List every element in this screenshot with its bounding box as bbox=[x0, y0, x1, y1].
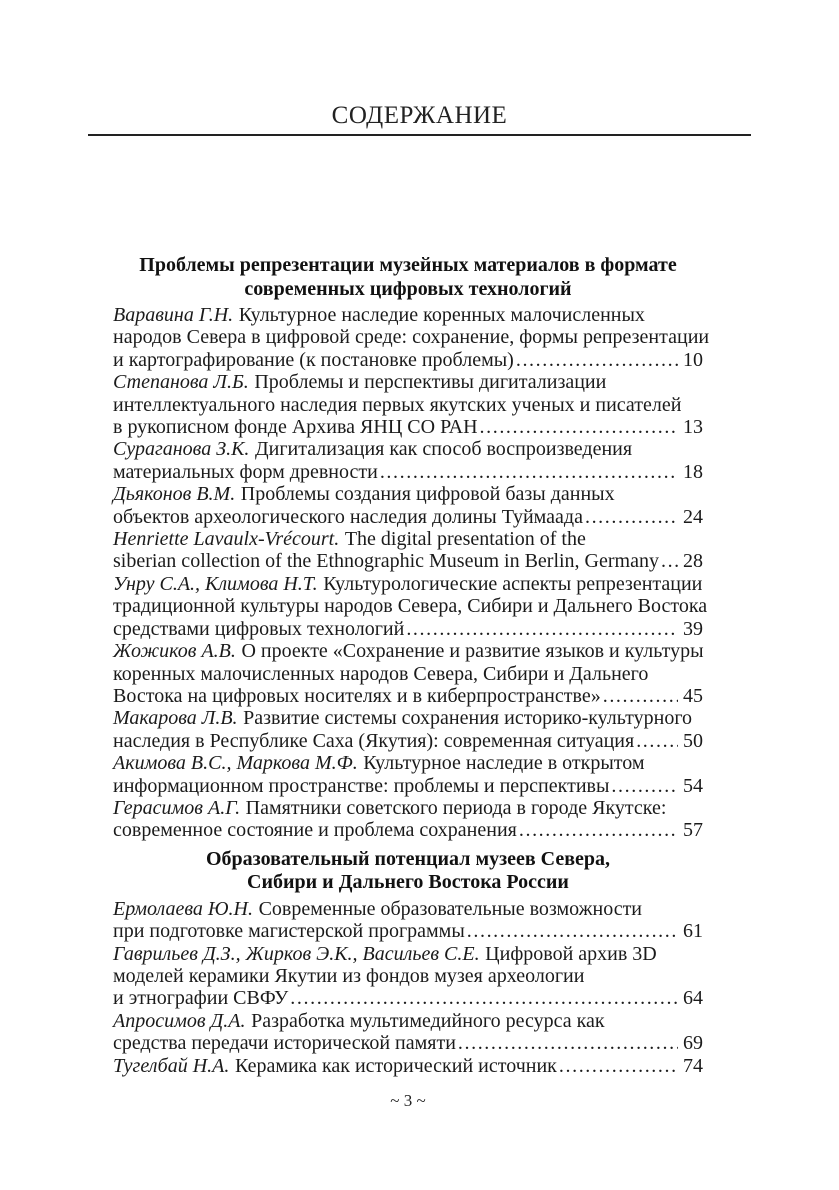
entry-title-text: Дигитализация как способ воспроизведения bbox=[255, 438, 633, 461]
entry-line bbox=[113, 304, 703, 326]
section-heading bbox=[113, 254, 703, 301]
toc-section bbox=[113, 848, 703, 1077]
entry-authors: Гаврильев Д.З., Жирков Э.К., Васильев С.Е. bbox=[113, 942, 480, 965]
toc-entry bbox=[113, 797, 703, 842]
entry-page-number: 61 bbox=[683, 920, 703, 943]
dot-leader bbox=[559, 1055, 678, 1077]
dot-leader bbox=[467, 920, 678, 942]
entry-title-text: Культурологические аспекты репрезентации bbox=[323, 572, 703, 595]
entry-line bbox=[113, 371, 703, 393]
entry-authors: Тугелбай Н.А. bbox=[113, 1054, 230, 1077]
entry-line: коренных малочисленных народов Севера, Сибири и Дальнего bbox=[113, 662, 649, 685]
entry-authors: Герасимов А.Г. bbox=[113, 796, 241, 819]
dot-leader bbox=[406, 618, 678, 640]
entry-authors: Акимова В.С., Маркова М.Ф. bbox=[113, 752, 358, 775]
entry-page-number: 18 bbox=[683, 460, 703, 483]
toc-entry bbox=[113, 943, 703, 1010]
entry-title-text: Востока на цифровых носителях и в киберпространстве» bbox=[113, 684, 601, 707]
entry-line bbox=[113, 640, 703, 662]
entry-page-number: 10 bbox=[683, 348, 703, 371]
entry-page-number: 57 bbox=[683, 819, 703, 842]
entry-title-text: Проблемы и перспективы дигитализации bbox=[254, 371, 607, 394]
entry-line bbox=[113, 898, 703, 920]
dot-leader bbox=[519, 819, 678, 841]
entry-line bbox=[113, 528, 703, 550]
entry-authors: Ермолаева Ю.Н. bbox=[113, 897, 253, 920]
entry-title-text: информационном пространстве: проблемы и перспективы bbox=[113, 774, 610, 797]
entry-title-text: Керамика как исторический источник bbox=[234, 1054, 557, 1077]
entry-authors: Сураганова З.К. bbox=[113, 438, 250, 461]
toc-entry bbox=[113, 572, 708, 640]
toc-entry bbox=[113, 371, 703, 438]
entry-title-text: при подготовке магистерской программы bbox=[113, 920, 465, 943]
entry-authors: Дьяконов В.М. bbox=[113, 483, 236, 506]
toc-entry bbox=[113, 304, 710, 371]
dot-leader bbox=[636, 730, 678, 752]
entry-title-text: Памятники советского периода в городе Якутске: bbox=[245, 796, 667, 819]
entry-title-text: Цифровой архив 3D bbox=[485, 942, 657, 965]
entry-last-line bbox=[113, 506, 703, 528]
entry-line: моделей керамики Якутии из фондов музея археологии bbox=[113, 964, 585, 987]
section-heading-line: современных цифровых технологий bbox=[244, 277, 572, 300]
dot-leader bbox=[290, 987, 678, 1009]
dot-leader bbox=[516, 349, 678, 371]
entry-page-number: 24 bbox=[683, 505, 703, 528]
entry-title-text: материальных форм древности bbox=[113, 460, 378, 483]
entry-title-text: в рукописном фонде Архива ЯНЦ СО РАН bbox=[113, 416, 478, 439]
entry-title-text: Проблемы создания цифровой базы данных bbox=[240, 483, 615, 506]
entry-last-line bbox=[113, 685, 703, 707]
entry-line bbox=[113, 707, 703, 729]
dot-leader bbox=[661, 550, 678, 572]
entry-title-text: и картографирование (к постановке проблемы) bbox=[113, 348, 514, 371]
entry-title-text: средства передачи исторической памяти bbox=[113, 1032, 456, 1055]
dot-leader bbox=[458, 1032, 678, 1054]
toc-entry bbox=[113, 528, 703, 573]
page-footer bbox=[113, 1091, 703, 1111]
entry-authors: Степанова Л.Б. bbox=[113, 371, 249, 394]
contents-title: СОДЕРЖАНИЕ bbox=[331, 102, 508, 129]
dot-leader bbox=[603, 685, 678, 707]
entry-page-number: 13 bbox=[683, 416, 703, 439]
dot-leader bbox=[480, 416, 678, 438]
entry-title-text: и этнографии СВФУ bbox=[113, 987, 289, 1010]
entry-authors: Варавина Г.Н. bbox=[113, 304, 234, 326]
toc-entry bbox=[113, 898, 703, 943]
entry-last-line bbox=[113, 920, 703, 942]
entry-line bbox=[113, 797, 703, 819]
entry-line bbox=[113, 943, 703, 965]
entry-title-text: современное состояние и проблема сохранения bbox=[113, 819, 517, 842]
entry-line: интеллектуального наследия первых якутских ученых и писателей bbox=[113, 393, 682, 416]
entry-line bbox=[113, 1010, 703, 1032]
entry-title-text: The digital presentation of the bbox=[344, 528, 586, 551]
entry-last-line bbox=[113, 461, 703, 483]
toc-section bbox=[113, 254, 710, 842]
entry-title-text: объектов археологического наследия долины Туймаада bbox=[113, 505, 583, 528]
dot-leader bbox=[380, 461, 678, 483]
entry-last-line bbox=[113, 987, 703, 1009]
entry-title-text: siberian collection of the Ethnographic Museum in Berlin, Germany bbox=[113, 550, 659, 573]
entry-last-line bbox=[113, 550, 703, 572]
table-of-contents bbox=[113, 254, 710, 1077]
entry-line: традиционной культуры народов Севера, Сибири и Дальнего Востока bbox=[113, 595, 708, 618]
entry-authors: Макарова Л.В. bbox=[113, 707, 238, 730]
toc-entry bbox=[113, 438, 703, 483]
entry-line bbox=[113, 752, 703, 774]
entry-page-number: 50 bbox=[683, 729, 703, 752]
entry-page-number: 74 bbox=[683, 1054, 703, 1077]
entry-line: народов Севера в цифровой среде: сохранение, формы репрезентации bbox=[113, 326, 710, 349]
entry-title-text: Современные образовательные возможности bbox=[258, 897, 643, 920]
page-header bbox=[0, 0, 839, 136]
dot-leader bbox=[611, 775, 678, 797]
entry-title-text: средствами цифровых технологий bbox=[113, 617, 405, 640]
entry-authors: Унру С.А., Климова Н.Т. bbox=[113, 572, 318, 595]
entry-page-number: 54 bbox=[683, 774, 703, 797]
toc-entry bbox=[113, 752, 703, 797]
toc-entry bbox=[113, 707, 703, 752]
header-rule bbox=[88, 134, 751, 136]
entry-last-line bbox=[113, 1055, 703, 1077]
entry-line bbox=[113, 483, 703, 505]
section-heading-line: Сибири и Дальнего Востока России bbox=[247, 871, 569, 894]
entry-title-text: Развитие системы сохранения историко-культурного bbox=[243, 707, 693, 730]
toc-entry bbox=[113, 640, 703, 707]
entry-last-line bbox=[113, 1032, 703, 1054]
section-heading bbox=[113, 848, 703, 895]
entry-title-text: Культурное наследие в открытом bbox=[363, 752, 645, 775]
entry-line bbox=[113, 438, 703, 460]
entry-line bbox=[113, 573, 703, 595]
entry-last-line bbox=[113, 775, 703, 797]
entry-title-text: наследия в Республике Саха (Якутия): современная ситуация bbox=[113, 729, 635, 752]
page-number-footer: ~ 3 ~ bbox=[390, 1091, 426, 1110]
dot-leader bbox=[585, 506, 678, 528]
entry-page-number: 69 bbox=[683, 1032, 703, 1055]
entry-last-line bbox=[113, 819, 703, 841]
entry-last-line bbox=[113, 730, 703, 752]
entry-title-text: Культурное наследие коренных малочисленных bbox=[238, 304, 645, 326]
entry-title-text: Разработка мультимедийного ресурса как bbox=[251, 1009, 605, 1032]
section-heading-line: Образовательный потенциал музеев Севера, bbox=[205, 847, 611, 870]
entry-authors: Апросимов Д.А. bbox=[113, 1009, 246, 1032]
toc-entry bbox=[113, 1055, 703, 1077]
entry-page-number: 28 bbox=[683, 550, 703, 573]
entry-title-text: О проекте «Сохранение и развитие языков и культуры bbox=[241, 640, 704, 663]
entry-page-number: 64 bbox=[683, 987, 703, 1010]
entry-authors: Жожиков А.В. bbox=[113, 640, 236, 663]
entry-page-number: 45 bbox=[683, 684, 703, 707]
entry-page-number: 39 bbox=[683, 617, 703, 640]
toc-entry bbox=[113, 1010, 703, 1055]
section-heading-line: Проблемы репрезентации музейных материалов в формате bbox=[139, 254, 677, 276]
entry-last-line bbox=[113, 618, 703, 640]
toc-entry bbox=[113, 483, 703, 528]
entry-last-line bbox=[113, 349, 703, 371]
entry-authors: Henriette Lavaulx-Vrécourt. bbox=[113, 528, 340, 551]
entry-last-line bbox=[113, 416, 703, 438]
